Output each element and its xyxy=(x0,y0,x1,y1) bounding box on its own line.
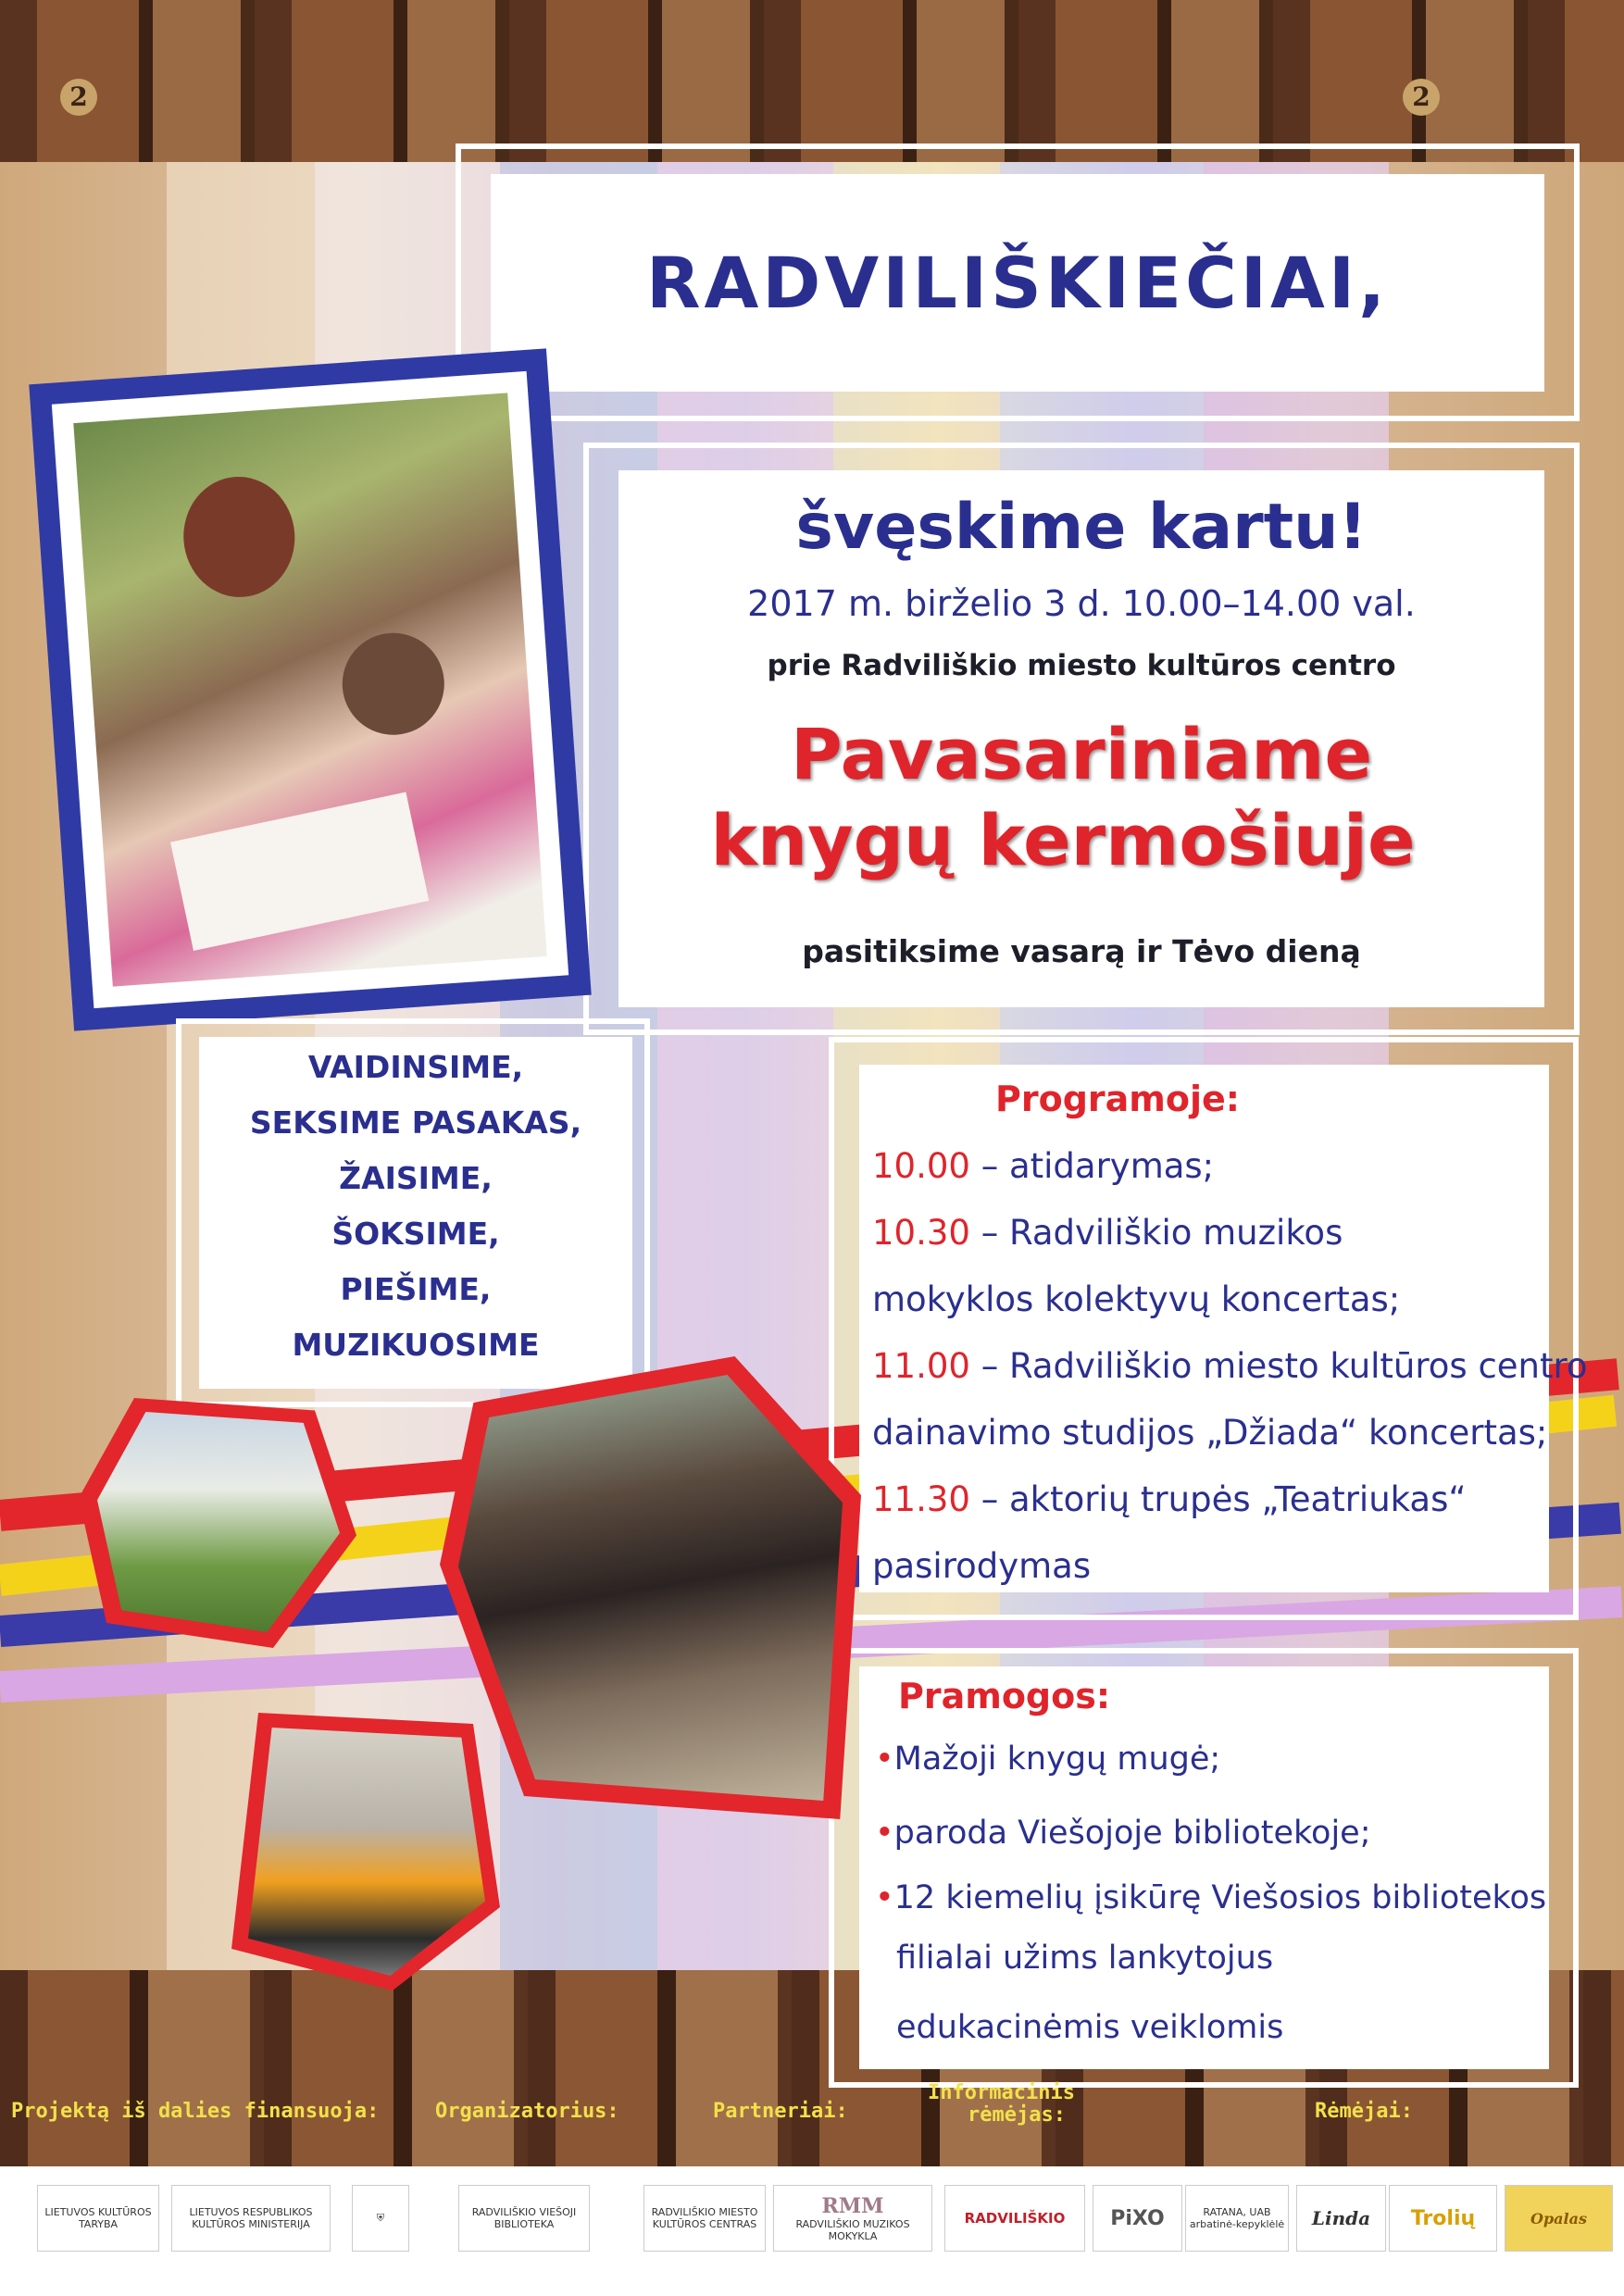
info-sponsor-label-2: rėmėjas: xyxy=(968,2103,1066,2127)
logo-radviliskio-krastas: RADVILIŠKIO xyxy=(944,2185,1085,2252)
logo-opalas: Opalas xyxy=(1505,2185,1613,2252)
event-subline: pasitiksime vasarą ir Tėvo dieną xyxy=(802,933,1361,969)
logo-ministry-of-culture: LIETUVOS RESPUBLIKOS KULTŪROS MINISTERIJA xyxy=(171,2185,331,2252)
wood-plank xyxy=(0,0,167,2296)
funded-label: Projektą iš dalies finansuoja: xyxy=(11,2100,380,2123)
person-hair xyxy=(180,473,299,601)
entertainment-item: •Mažoji knygų mugė; xyxy=(875,1741,1221,1778)
activity-item: PIEŠIME, xyxy=(340,1271,492,1307)
book-spine-icon: 2 xyxy=(60,79,97,116)
child-head xyxy=(339,630,447,738)
organizer-label: Organizatorius: xyxy=(435,2100,619,2123)
entertainment-item: •paroda Viešojoje bibliotekoje; xyxy=(875,1815,1371,1852)
photo-woman-and-child xyxy=(73,393,546,986)
logo-public-library: RADVILIŠKIO VIEŠOJI BIBLIOTEKA xyxy=(458,2185,590,2252)
book-spine-icon: 2 xyxy=(1403,79,1440,116)
entertainment-item: •12 kiemelių įsikūrę Viešosios bibliotekos xyxy=(875,1879,1547,1916)
program-heading: Programoje: xyxy=(995,1079,1240,1119)
program-item: pasirodymas xyxy=(872,1546,1092,1586)
program-item: 11.30 – aktorių trupės „Teatriukas“ xyxy=(872,1479,1467,1519)
event-name-line2: knygų kermošiuje xyxy=(710,799,1416,881)
event-place: prie Radviliškio miesto kultūros centro xyxy=(767,649,1396,682)
program-item: 10.30 – Radviliškio muzikos xyxy=(872,1213,1343,1253)
sponsors-label: Rėmėjai: xyxy=(1315,2100,1413,2123)
activity-item: ŽAISIME, xyxy=(339,1160,493,1196)
logo-ratana: RATANA, UAB arbatinė-kepyklėlė xyxy=(1185,2185,1289,2252)
activity-item: SEKSIME PASAKAS, xyxy=(249,1104,582,1141)
event-date: 2017 m. birželio 3 d. 10.00–14.00 val. xyxy=(747,583,1416,624)
logo-linda: Linda xyxy=(1296,2185,1386,2252)
logo-troliu: Trolių xyxy=(1389,2185,1497,2252)
partners-label: Partneriai: xyxy=(713,2100,848,2123)
title-card xyxy=(491,174,1544,392)
logo-culture-center: RADVILIŠKIO MIESTO KULTŪROS CENTRAS xyxy=(643,2185,766,2252)
program-item: dainavimo studijos „Džiada“ koncertas; xyxy=(872,1413,1548,1453)
invite-headline: švęskime kartu! xyxy=(795,491,1368,564)
activity-item: ŠOKSIME, xyxy=(331,1216,500,1252)
program-item: mokyklos kolektyvų koncertas; xyxy=(872,1279,1401,1319)
program-item: 11.00 – Radviliškio miesto kultūros centro xyxy=(872,1346,1588,1386)
page-title: RADVILIŠKIEČIAI, xyxy=(645,242,1390,324)
entertainment-heading: Pramogos: xyxy=(898,1676,1111,1716)
logo-pixo: PiXO xyxy=(1093,2185,1182,2252)
book-image xyxy=(170,792,429,951)
music-school-name: RADVILIŠKIO MUZIKOS MOKYKLA xyxy=(795,2218,910,2242)
music-school-mark: RMM xyxy=(821,2194,884,2218)
entertainment-item: edukacinėmis veiklomis xyxy=(896,2009,1284,2046)
logo-lithuanian-culture-council: LIETUVOS KULTŪROS TARYBA xyxy=(37,2185,159,2252)
program-item: 10.00 – atidarymas; xyxy=(872,1146,1215,1186)
info-sponsor-label-1: Informacinis xyxy=(928,2081,1075,2104)
logo-music-school xyxy=(773,2185,932,2252)
entertainment-item: filialai užims lankytojus xyxy=(896,1940,1274,1977)
activity-item: VAIDINSIME, xyxy=(307,1049,524,1085)
coat-of-arms-icon: ⛨ xyxy=(376,2212,385,2224)
activity-item: MUZIKUOSIME xyxy=(292,1327,540,1363)
invite-card xyxy=(618,470,1544,1007)
bookshelf-top xyxy=(0,0,1624,162)
event-name-line1: Pavasariniame xyxy=(790,713,1372,795)
logo-coat-of-arms xyxy=(352,2185,409,2252)
